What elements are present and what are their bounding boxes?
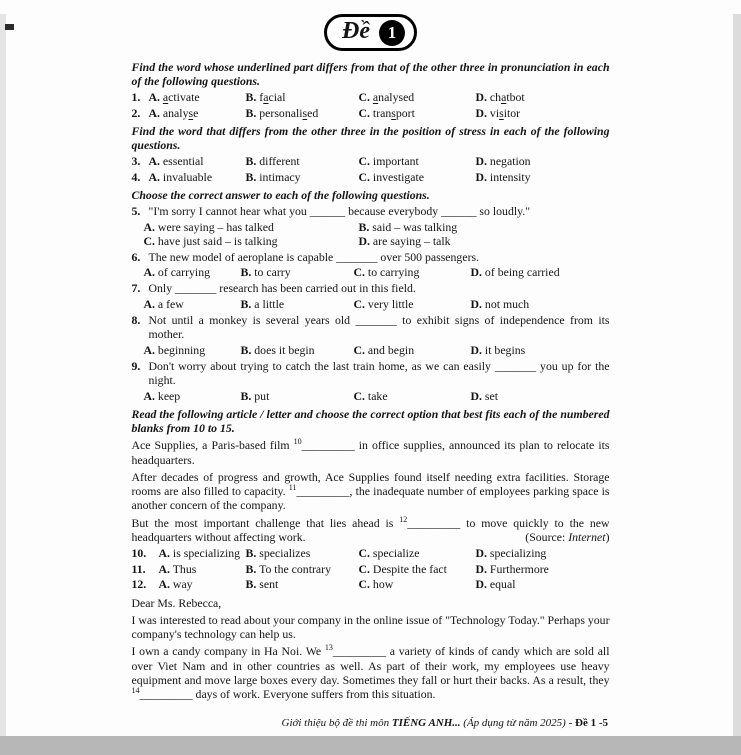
question-9	[132, 359, 610, 388]
option-b	[246, 106, 359, 120]
option-label: C.	[358, 169, 370, 184]
scan-edge-bottom	[0, 736, 741, 755]
option-word: analyse	[162, 105, 199, 120]
option-label: D.	[475, 561, 487, 576]
option-text: specializes	[259, 545, 311, 560]
option-d	[476, 170, 610, 184]
option-text: have just said – is talking	[157, 233, 278, 248]
blank-number: 10	[293, 437, 302, 447]
footer-text: (Áp dụng từ năm 2025) -	[460, 717, 575, 729]
blank-line: _________	[296, 484, 350, 499]
option-label: C.	[358, 545, 370, 560]
question-6	[132, 250, 610, 264]
question-number: 12.	[131, 577, 147, 592]
option-c	[359, 546, 476, 560]
option-label: B.	[240, 296, 252, 311]
option-text: how	[372, 577, 394, 592]
question-number: 6.	[131, 249, 141, 264]
option-a	[144, 220, 359, 234]
options-row	[159, 577, 610, 591]
paragraph-text: But the most important challenge that lies ahead is	[131, 515, 400, 530]
option-word: chatbot	[489, 90, 525, 105]
scan-artifact	[5, 24, 14, 30]
option-label: B.	[240, 342, 252, 357]
option-text: does it begin	[254, 342, 315, 357]
option-label: A.	[148, 105, 160, 120]
paragraph-text: After decades of progress and growth, Ace Supplies found itself needing extra facilities. Storage rooms are also filled to capacity.	[131, 469, 610, 499]
options-row	[144, 220, 610, 249]
option-label: B.	[245, 577, 257, 592]
footer-page: Đề 1 -5	[575, 717, 608, 729]
option-text: intensity	[489, 169, 531, 184]
question-2	[132, 106, 610, 120]
option-label: D.	[475, 154, 487, 169]
option-d	[476, 106, 610, 120]
options-row	[149, 106, 610, 120]
option-label: C.	[353, 265, 365, 280]
option-a	[159, 562, 246, 576]
options-row	[149, 90, 610, 104]
instruction-stress: Find the word that differs from the other three in the position of stress in each of the following questions.	[131, 124, 610, 153]
cloze-paragraph-10	[132, 438, 610, 467]
option-text: of carrying	[157, 265, 210, 280]
cloze-paragraph-12	[132, 516, 610, 545]
question-5	[132, 204, 610, 218]
option-text: essential	[162, 154, 204, 169]
option-text: a little	[254, 296, 285, 311]
option-b	[241, 343, 354, 357]
instruction-choose: Choose the correct answer to each of the following questions.	[131, 188, 430, 203]
option-label: A.	[143, 265, 155, 280]
blank-number: 13	[324, 643, 333, 653]
option-label: B.	[245, 154, 257, 169]
option-b	[246, 170, 359, 184]
question-text: Not until a monkey is several years old _______ to exhibit signs of independence from its mother.	[148, 312, 610, 342]
option-word: analysed	[372, 90, 415, 105]
option-label: C.	[358, 154, 370, 169]
option-label: B.	[240, 265, 252, 280]
option-text: Despite the fact	[372, 561, 447, 576]
blank-line: _________	[407, 515, 461, 530]
option-c	[354, 265, 471, 279]
blank-line: _________	[301, 438, 355, 453]
option-text: very little	[367, 296, 414, 311]
question-11	[132, 562, 610, 576]
letter-paragraph-2	[132, 644, 610, 701]
exam-badge	[324, 14, 417, 51]
footer-subject: TIẾNG ANH...	[391, 717, 461, 729]
instruction-pronunciation: Find the word whose underlined part differs from that of the other three in pronunciation in each of the following questions.	[131, 60, 610, 89]
question-text: Don't worry about trying to catch the last train home, as we can easily _______ you up for the night.	[148, 358, 610, 387]
option-a	[159, 577, 246, 591]
option-text: put	[254, 388, 270, 403]
option-label: D.	[475, 545, 487, 560]
blank-line: _________	[139, 687, 193, 702]
option-text: Furthermore	[489, 561, 549, 576]
options-row	[149, 154, 610, 168]
option-c	[354, 389, 471, 403]
option-label: A.	[158, 577, 170, 592]
option-d	[471, 343, 610, 357]
option-c	[359, 577, 476, 591]
option-text: keep	[157, 388, 181, 403]
option-label: B.	[245, 169, 257, 184]
option-text: intimacy	[259, 169, 301, 184]
option-label: D.	[470, 265, 482, 280]
exam-badge-title: Đề	[342, 18, 370, 44]
footer-note	[282, 717, 609, 729]
question-number: 4.	[131, 169, 141, 184]
question-7	[132, 281, 610, 295]
option-b	[246, 546, 359, 560]
paragraph-text: in office supplies, announced its plan to relocate its headquarters.	[131, 438, 610, 467]
paragraph-text: a variety of kinds of candy which are sold all over Viet Nam and in other countries as well. As part of their work, my employees use heavy equipment and move large boxes every day. Sometimes they fall or hurt their backs. As a result, they	[131, 644, 610, 687]
option-b	[241, 297, 354, 311]
letter-salutation: Dear Ms. Rebecca,	[131, 595, 222, 610]
cloze-paragraph-11	[132, 470, 610, 513]
options-row	[144, 297, 610, 311]
option-b	[246, 154, 359, 168]
option-text: beginning	[157, 342, 206, 357]
option-a	[149, 90, 246, 104]
option-word: personalised	[259, 105, 319, 120]
option-c	[359, 170, 476, 184]
question-8	[132, 313, 610, 342]
option-label: C.	[143, 233, 155, 248]
letter-paragraph-1: I was interested to read about your company in the online issue of "Technology Today." Perhaps your company's technology can help us.	[131, 612, 610, 642]
option-text: and begin	[367, 342, 415, 357]
option-text: it begins	[484, 342, 526, 357]
exam-number-circle: 1	[379, 20, 405, 46]
question-number: 5.	[131, 203, 141, 218]
blank-line: _________	[332, 644, 386, 659]
option-label: B.	[358, 219, 370, 234]
option-text: negation	[489, 154, 531, 169]
option-c	[359, 90, 476, 104]
option-label: C.	[353, 296, 365, 311]
blank-number: 12	[399, 514, 408, 524]
option-d	[476, 577, 610, 591]
options-row	[159, 562, 610, 576]
option-label: A.	[158, 561, 170, 576]
option-text: are saying – talk	[372, 233, 451, 248]
option-d	[476, 562, 610, 576]
option-label: C.	[358, 105, 370, 120]
option-label: C.	[353, 342, 365, 357]
option-b	[246, 577, 359, 591]
question-text: Only _______ research has been carried out in this field.	[148, 281, 416, 296]
option-label: A.	[158, 545, 170, 560]
question-number: 9.	[131, 358, 141, 373]
option-label: A.	[148, 90, 160, 105]
option-text: set	[484, 388, 499, 403]
option-label: B.	[245, 561, 257, 576]
option-c	[359, 106, 476, 120]
option-label: D.	[470, 296, 482, 311]
question-1	[132, 90, 610, 104]
option-text: invaluable	[162, 169, 213, 184]
option-label: A.	[143, 219, 155, 234]
question-text: "I'm sorry I cannot hear what you ______ because everybody ______ so loudly."	[148, 203, 531, 218]
option-label: C.	[358, 577, 370, 592]
options-row	[159, 546, 610, 560]
option-d	[471, 297, 610, 311]
option-text: equal	[489, 577, 516, 592]
option-d	[359, 234, 610, 248]
option-a	[149, 154, 246, 168]
option-b	[241, 265, 354, 279]
option-label: D.	[475, 90, 487, 105]
option-text: specialize	[372, 545, 420, 560]
option-text: is specializing	[172, 545, 241, 560]
option-label: D.	[470, 342, 482, 357]
option-text: take	[367, 388, 388, 403]
option-d	[476, 154, 610, 168]
option-text: way	[172, 577, 193, 592]
option-label: A.	[143, 342, 155, 357]
option-text: to carry	[254, 265, 291, 280]
option-a	[144, 343, 241, 357]
option-a	[144, 389, 241, 403]
question-3	[132, 154, 610, 168]
option-a	[149, 106, 246, 120]
options-row	[144, 343, 610, 357]
option-label: B.	[240, 388, 252, 403]
option-text: specializing	[489, 545, 547, 560]
question-12	[132, 577, 610, 591]
option-a	[144, 265, 241, 279]
option-c	[359, 562, 476, 576]
question-10	[132, 546, 610, 560]
paragraph-text: , the inadequate number of employees parking space is another concern of the company.	[131, 484, 610, 513]
option-label: A.	[148, 169, 160, 184]
option-label: A.	[143, 388, 155, 403]
option-label: D.	[475, 169, 487, 184]
question-number: 10.	[131, 545, 147, 560]
option-c	[354, 297, 471, 311]
question-number: 8.	[131, 312, 141, 327]
option-label: D.	[358, 233, 370, 248]
question-4	[132, 170, 610, 184]
options-row	[144, 265, 610, 279]
option-label: B.	[245, 90, 257, 105]
question-number: 2.	[131, 105, 141, 120]
blank-number: 14	[131, 686, 140, 696]
option-text: to carrying	[367, 265, 420, 280]
exam-content	[132, 60, 610, 701]
footer-text: Giới thiệu bộ đề thi môn	[281, 717, 392, 729]
option-text: were saying – has talked	[157, 219, 274, 234]
question-number: 1.	[131, 90, 141, 105]
option-text: different	[259, 154, 300, 169]
option-a	[149, 170, 246, 184]
option-b	[359, 220, 610, 234]
option-word: transport	[372, 105, 415, 120]
option-d	[471, 389, 610, 403]
option-label: C.	[358, 561, 370, 576]
option-label: B.	[245, 105, 257, 120]
option-a	[144, 297, 241, 311]
option-d	[476, 546, 610, 560]
paragraph-text: I own a candy company in Ha Noi. We	[131, 644, 325, 659]
option-b	[246, 562, 359, 576]
scan-edge-right	[733, 14, 741, 755]
option-label: C.	[358, 90, 370, 105]
option-c	[354, 343, 471, 357]
option-c	[359, 154, 476, 168]
question-number: 3.	[131, 154, 141, 169]
option-text: sent	[259, 577, 279, 592]
option-text: To the contrary	[259, 561, 331, 576]
option-label: A.	[148, 154, 160, 169]
option-label: C.	[353, 388, 365, 403]
options-row	[144, 389, 610, 403]
question-text: The new model of aeroplane is capable _______ over 500 passengers.	[148, 249, 480, 264]
option-word: facial	[259, 90, 286, 105]
paragraph-text: days of work. Everyone suffers from this situation.	[192, 687, 436, 702]
option-label: D.	[470, 388, 482, 403]
option-a	[159, 546, 246, 560]
scan-edge-left	[0, 14, 6, 755]
option-d	[471, 265, 610, 279]
option-word: activate	[162, 90, 200, 105]
option-text: a few	[157, 296, 184, 311]
blank-number: 11	[288, 483, 297, 493]
option-text: said – was talking	[372, 219, 458, 234]
option-text: of being carried	[484, 265, 560, 280]
options-row	[149, 170, 610, 184]
option-c	[144, 234, 359, 248]
option-text: not much	[484, 296, 530, 311]
option-label: D.	[475, 577, 487, 592]
question-number: 11.	[131, 561, 146, 576]
paragraph-text: Ace Supplies, a Paris-based film	[131, 438, 294, 453]
instruction-cloze: Read the following article / letter and choose the correct option that best fits each of the numbered blanks from 10 to 15.	[131, 406, 610, 436]
option-b	[246, 90, 359, 104]
option-b	[241, 389, 354, 403]
option-label: B.	[245, 545, 257, 560]
source-note: (Source: Internet)	[525, 529, 610, 544]
option-label: A.	[143, 296, 155, 311]
option-word: visitor	[489, 105, 521, 120]
paragraph-text: to move quickly to the new headquarters without affecting work.	[131, 515, 610, 544]
option-text: important	[372, 154, 419, 169]
option-d	[476, 90, 610, 104]
question-number: 7.	[131, 281, 141, 296]
option-text: investigate	[372, 169, 425, 184]
option-text: Thus	[172, 561, 197, 576]
source-name: Internet	[568, 529, 606, 544]
option-label: D.	[475, 105, 487, 120]
